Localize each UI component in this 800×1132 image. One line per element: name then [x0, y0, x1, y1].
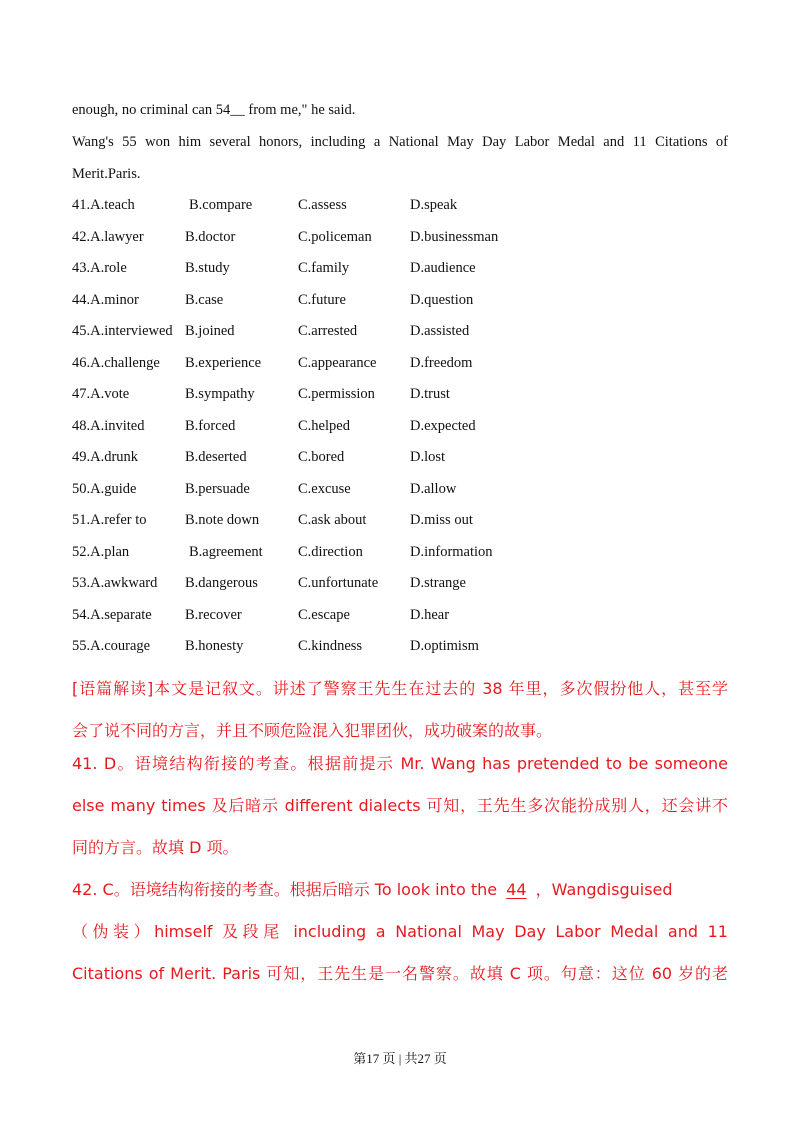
option-d: D.expected — [410, 417, 476, 434]
option-a: 54.A.separate — [72, 606, 152, 623]
analysis-q42-line-1-pre: 42. C。语境结构衔接的考查。根据后暗示 To look into the — [72, 880, 498, 899]
option-d: D.audience — [410, 260, 476, 276]
option-a: 55.A.courage — [72, 638, 151, 654]
option-c: C.assess — [298, 197, 347, 213]
analysis-q41-line-3: 同的方言。故填 D 项。 — [72, 838, 239, 857]
option-b: B.persuade — [185, 480, 250, 497]
option-c: C.kindness — [298, 638, 363, 654]
option-d: D.trust — [410, 386, 450, 402]
option-a: 42.A.lawyer — [72, 228, 144, 245]
option-b: B.joined — [185, 323, 235, 339]
option-d: D.speak — [410, 197, 458, 213]
option-c: C.policeman — [298, 228, 372, 245]
option-b: B.case — [185, 291, 224, 308]
option-c: C.excuse — [298, 480, 351, 497]
option-c: C.arrested — [298, 323, 358, 339]
option-a: 49.A.drunk — [72, 449, 139, 465]
option-c: C.permission — [298, 386, 375, 402]
option-b: B.compare — [189, 197, 253, 213]
option-a: 45.A.interviewed — [72, 323, 173, 339]
option-b: B.dangerous — [185, 575, 258, 591]
option-d: D.optimism — [410, 638, 479, 654]
option-a: 43.A.role — [72, 260, 127, 276]
option-c: C.bored — [298, 449, 345, 465]
analysis-intro-line-2: 会了说不同的方言，并且不顾危险混入犯罪团伙，成功破案的故事。 — [72, 721, 553, 740]
option-c: C.appearance — [298, 354, 377, 371]
option-a: 52.A.plan — [72, 543, 130, 560]
option-d: D.miss out — [410, 512, 473, 528]
analysis-q42-line-3: Citations of Merit. Paris 可知，王先生是一名警察。故填 C 项。句意：这位 60 岁的老 — [72, 964, 728, 983]
option-d: D.question — [410, 291, 474, 308]
option-a: 41.A.teach — [72, 197, 135, 213]
option-a: 44.A.minor — [72, 291, 139, 308]
analysis-q42-line-1 — [72, 877, 728, 900]
option-b: B.honesty — [185, 638, 244, 654]
option-d: D.strange — [410, 575, 466, 591]
analysis-q42-line-1-post: ，Wangdisguised — [535, 880, 673, 899]
option-d: D.businessman — [410, 228, 499, 245]
option-b: B.study — [185, 260, 230, 276]
passage-line-2: Wang's 55 won him several honors, including a National May Day Labor Medal and 11 Citations of — [72, 134, 728, 150]
analysis-q41-line-1: 41. D。语境结构衔接的考查。根据前提示 Mr. Wang has pretended to be someone — [72, 754, 728, 773]
answer-blank-44: 44 — [506, 880, 527, 899]
analysis-q42-line-2: （伪装）himself 及段尾 including a National May Day Labor Medal and 11 — [72, 922, 728, 941]
passage-line-1: enough, no criminal can 54__ from me," he said. — [72, 102, 356, 118]
option-a: 47.A.vote — [72, 386, 130, 402]
option-c: C.direction — [298, 543, 363, 560]
option-b: B.agreement — [189, 543, 263, 560]
option-d: D.freedom — [410, 354, 473, 371]
option-b: B.experience — [185, 354, 262, 371]
option-b: B.forced — [185, 417, 236, 434]
option-c: C.helped — [298, 417, 350, 434]
option-c: C.family — [298, 260, 350, 276]
option-b: B.sympathy — [185, 386, 255, 402]
option-b: B.recover — [185, 606, 242, 623]
option-d: D.allow — [410, 480, 457, 497]
option-d: D.information — [410, 543, 493, 560]
option-b: B.note down — [185, 512, 260, 528]
option-c: C.escape — [298, 606, 350, 623]
option-a: 46.A.challenge — [72, 354, 160, 371]
analysis-q41-line-2: else many times 及后暗示 different dialects 可知，王先生多次能扮成别人，还会讲不 — [72, 796, 728, 815]
option-d: D.hear — [410, 606, 450, 623]
analysis-intro-line-1: [语篇解读]本文是记叙文。讲述了警察王先生在过去的 38 年里，多次假扮他人，甚至学 — [72, 679, 728, 698]
page-footer: 第17 页 | 共27 页 — [353, 1051, 447, 1066]
option-a: 51.A.refer to — [72, 512, 147, 528]
option-d: D.assisted — [410, 323, 470, 339]
option-a: 53.A.awkward — [72, 575, 158, 591]
option-c: C.unfortunate — [298, 575, 379, 591]
option-d: D.lost — [410, 449, 446, 465]
option-a: 48.A.invited — [72, 417, 145, 434]
option-c: C.future — [298, 291, 346, 308]
option-b: B.deserted — [185, 449, 247, 465]
passage-line-3: Merit.Paris. — [72, 166, 141, 182]
option-b: B.doctor — [185, 228, 236, 245]
option-a: 50.A.guide — [72, 480, 137, 497]
option-c: C.ask about — [298, 512, 367, 528]
